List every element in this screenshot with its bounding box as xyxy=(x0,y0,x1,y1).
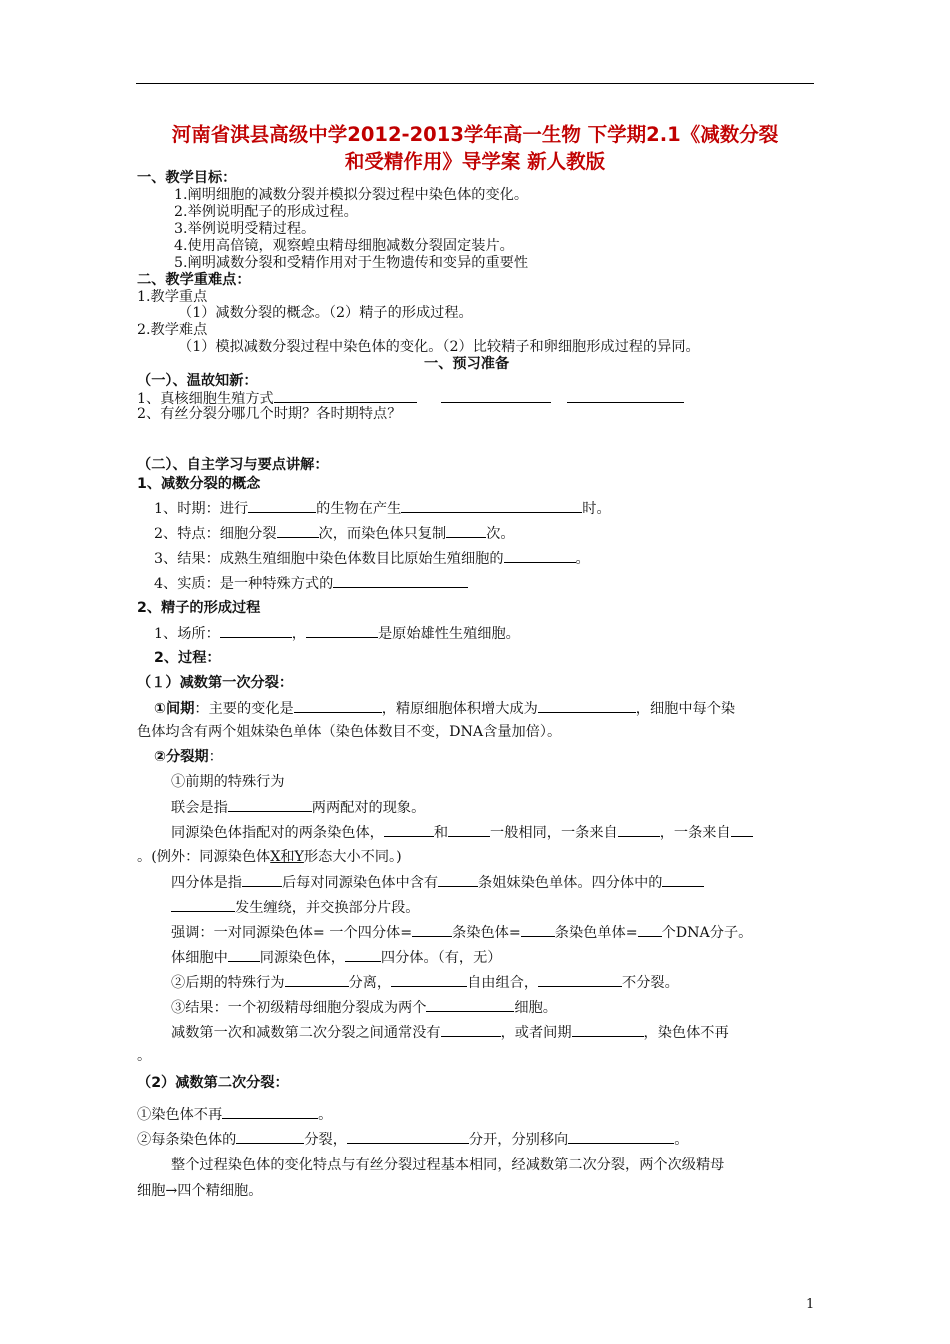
text: ： xyxy=(208,749,223,765)
text: 时。 xyxy=(582,501,611,517)
blank xyxy=(567,388,684,403)
text: 体细胞中 xyxy=(171,950,228,966)
blank xyxy=(448,822,490,837)
goal-item: 5.阐明减数分裂和受精作用对于生物遗传和变异的重要性 xyxy=(174,255,529,271)
blank xyxy=(662,872,704,887)
text: 联会是指 xyxy=(171,800,228,816)
text: 是原始雄性生殖细胞。 xyxy=(377,626,520,642)
blank xyxy=(426,997,514,1012)
text: 不分裂。 xyxy=(622,975,679,991)
blank xyxy=(391,972,467,987)
blank xyxy=(438,872,478,887)
text: ①染色体不再 xyxy=(137,1107,223,1123)
blank xyxy=(228,947,260,962)
meiosis2-heading: （2）减数第二次分裂： xyxy=(137,1075,289,1091)
blank xyxy=(538,972,622,987)
goal-item: 1.阐明细胞的减数分裂并模拟分裂过程中染色体的变化。 xyxy=(174,187,529,203)
text: 条染色单体= xyxy=(554,925,638,941)
text: ，精原细胞体积增大成为 xyxy=(381,701,538,717)
blank xyxy=(222,1104,318,1119)
summary-line-1: 整个过程染色体的变化特点与有丝分裂过程基本相同，经减数第二次分裂，两个次级精母 xyxy=(171,1157,725,1173)
text: 1、时期：进行 xyxy=(154,501,249,517)
concept-feature xyxy=(154,523,515,544)
blank xyxy=(446,523,486,538)
text: ：主要的变化是 xyxy=(194,701,294,717)
text: 条染色体= xyxy=(452,925,521,941)
text: 强调：一对同源染色体= 一个四分体= xyxy=(171,925,413,941)
text: 发生缠绕，并交换部分片段。 xyxy=(235,900,420,916)
review-question-2: 2、有丝分裂分哪几个时期？各时期特点？ xyxy=(137,406,402,422)
blank xyxy=(504,548,576,563)
blank xyxy=(618,822,660,837)
synapsis-line xyxy=(171,797,425,818)
text: 。(例外：同源染色体 xyxy=(137,849,271,865)
text: 减数第一次和减数第二次分裂之间通常没有 xyxy=(171,1025,441,1041)
between-divisions-line xyxy=(171,1022,729,1043)
page-number: 1 xyxy=(806,1297,815,1312)
text: 分裂， xyxy=(304,1132,347,1148)
difficulty-text: （1）模拟减数分裂过程中染色体的变化。（2）比较精子和卵细胞形成过程的异同。 xyxy=(178,339,700,355)
text: 条姐妹染色单体。四分体中的 xyxy=(478,875,663,891)
text: 形态大小不同。) xyxy=(303,849,402,865)
text: ③结果：一个初级精母细胞分裂成为两个 xyxy=(171,1000,427,1016)
text: 个DNA分子。 xyxy=(661,925,753,941)
text: 一般相同，一条来自 xyxy=(490,825,618,841)
blank xyxy=(572,1022,644,1037)
interphase-label: ①间期 xyxy=(154,701,195,717)
focus-label: 1.教学重点 xyxy=(137,289,208,305)
text: ②每条染色体的 xyxy=(137,1132,237,1148)
text: 。 xyxy=(318,1107,333,1123)
summary-line-2: 细胞→四个精细胞。 xyxy=(137,1183,263,1199)
text: 。 xyxy=(674,1132,689,1148)
blank xyxy=(384,822,434,837)
sperm-heading: 2、精子的形成过程 xyxy=(137,600,261,616)
difficulty-label: 2.教学难点 xyxy=(137,322,208,338)
blank xyxy=(274,388,417,403)
text: ，细胞中每个染 xyxy=(635,701,736,717)
text: 细胞。 xyxy=(514,1000,557,1016)
process-label: 2、过程： xyxy=(154,650,221,666)
blank xyxy=(441,388,551,403)
interphase-line-2: 色体均含有两个姐妹染色单体（染色体数目不变，DNA含量加倍）。 xyxy=(137,724,562,740)
xy-underlined: X和Y xyxy=(270,849,304,865)
goals-heading: 一、教学目标： xyxy=(137,170,237,186)
blank xyxy=(228,797,312,812)
title-line-1: 河南省淇县高级中学2012-2013学年高一生物 下学期2.1《减数分裂 xyxy=(171,123,779,146)
concept-result xyxy=(154,548,590,569)
text: 和 xyxy=(433,825,449,841)
title-line-2: 和受精作用》导学案 新人教版 xyxy=(344,150,606,173)
text: 同源染色体， xyxy=(259,950,345,966)
document-title xyxy=(136,121,814,175)
text: 2、特点：细胞分裂 xyxy=(154,526,277,542)
anaphase-line xyxy=(171,972,679,993)
blank xyxy=(568,1129,674,1144)
division-label: ②分裂期 xyxy=(154,749,209,765)
division-phase xyxy=(154,747,223,767)
text: 次。 xyxy=(486,526,515,542)
text: 次，而染色体只复制 xyxy=(318,526,447,542)
prophase-label: ①前期的特殊行为 xyxy=(171,774,285,790)
blank xyxy=(171,897,235,912)
prep-heading: 一、预习准备 xyxy=(424,356,510,372)
text: ，或者间期 xyxy=(500,1025,572,1041)
keypoints-heading: 二、教学重难点： xyxy=(137,272,251,288)
text: ，一条来自 xyxy=(659,825,731,841)
blank xyxy=(306,623,378,638)
tetrad-line-2 xyxy=(171,897,419,918)
text: 自由组合， xyxy=(467,975,539,991)
meiosis2-item-2 xyxy=(137,1129,688,1150)
text: 四分体。（有，无） xyxy=(380,950,502,966)
blank xyxy=(248,498,316,513)
goal-item: 3.举例说明受精过程。 xyxy=(174,221,316,237)
text: ②后期的特殊行为 xyxy=(171,975,285,991)
self-study-heading: （二）、自主学习与要点讲解： xyxy=(137,457,329,473)
header-rule xyxy=(136,83,814,84)
text: 3、结果：成熟生殖细胞中染色体数目比原始生殖细胞的 xyxy=(154,551,504,567)
blank xyxy=(277,523,319,538)
blank xyxy=(333,573,468,588)
text: 4、实质：是一种特殊方式的 xyxy=(154,576,334,592)
blank xyxy=(441,1022,501,1037)
between-divisions-end: 。 xyxy=(137,1048,152,1064)
concept-heading: 1、减数分裂的概念 xyxy=(137,476,261,492)
text: 两两配对的现象。 xyxy=(311,800,426,816)
meiosis2-item-1 xyxy=(137,1104,332,1125)
emphasis-line xyxy=(171,922,752,943)
blank xyxy=(412,922,452,937)
text: ，染色体不再 xyxy=(643,1025,729,1041)
concept-period xyxy=(154,498,611,519)
text: 分开，分别移向 xyxy=(468,1132,569,1148)
text: 四分体是指 xyxy=(171,875,242,891)
blank xyxy=(521,922,555,937)
text: 的生物在产生 xyxy=(316,501,402,517)
meiosis1-heading: （１）减数第一次分裂： xyxy=(137,675,294,691)
blank xyxy=(538,698,636,713)
text: 1、场所： xyxy=(154,626,220,642)
goal-item: 2.举例说明配子的形成过程。 xyxy=(174,204,358,220)
blank xyxy=(220,623,292,638)
text: 分离， xyxy=(348,975,392,991)
blank xyxy=(236,1129,304,1144)
blank xyxy=(347,1129,469,1144)
focus-text: （1）减数分裂的概念。（2）精子的形成过程。 xyxy=(178,305,473,321)
blank xyxy=(345,947,381,962)
text: 同源染色体指配对的两条染色体， xyxy=(171,825,384,841)
blank xyxy=(294,698,382,713)
result-line xyxy=(171,997,557,1018)
homolog-exception xyxy=(137,847,402,867)
interphase-line xyxy=(154,698,735,719)
blank xyxy=(638,922,662,937)
homolog-line xyxy=(171,822,753,843)
text: 后每对同源染色体中含有 xyxy=(281,875,439,891)
blank xyxy=(242,872,282,887)
blank xyxy=(731,822,753,837)
q1-text: 1、真核细胞生殖方式 xyxy=(137,391,274,407)
text: ， xyxy=(291,626,306,642)
text: 。 xyxy=(575,551,590,567)
tetrad-line xyxy=(171,872,704,893)
concept-essence xyxy=(154,573,468,594)
blank xyxy=(285,972,349,987)
goal-item: 4.使用高倍镜，观察蝗虫精母细胞减数分裂固定装片。 xyxy=(174,238,514,254)
sperm-place xyxy=(154,623,520,644)
review-heading: （一）、温故知新： xyxy=(137,373,258,389)
somatic-line xyxy=(171,947,502,968)
blank xyxy=(401,498,582,513)
